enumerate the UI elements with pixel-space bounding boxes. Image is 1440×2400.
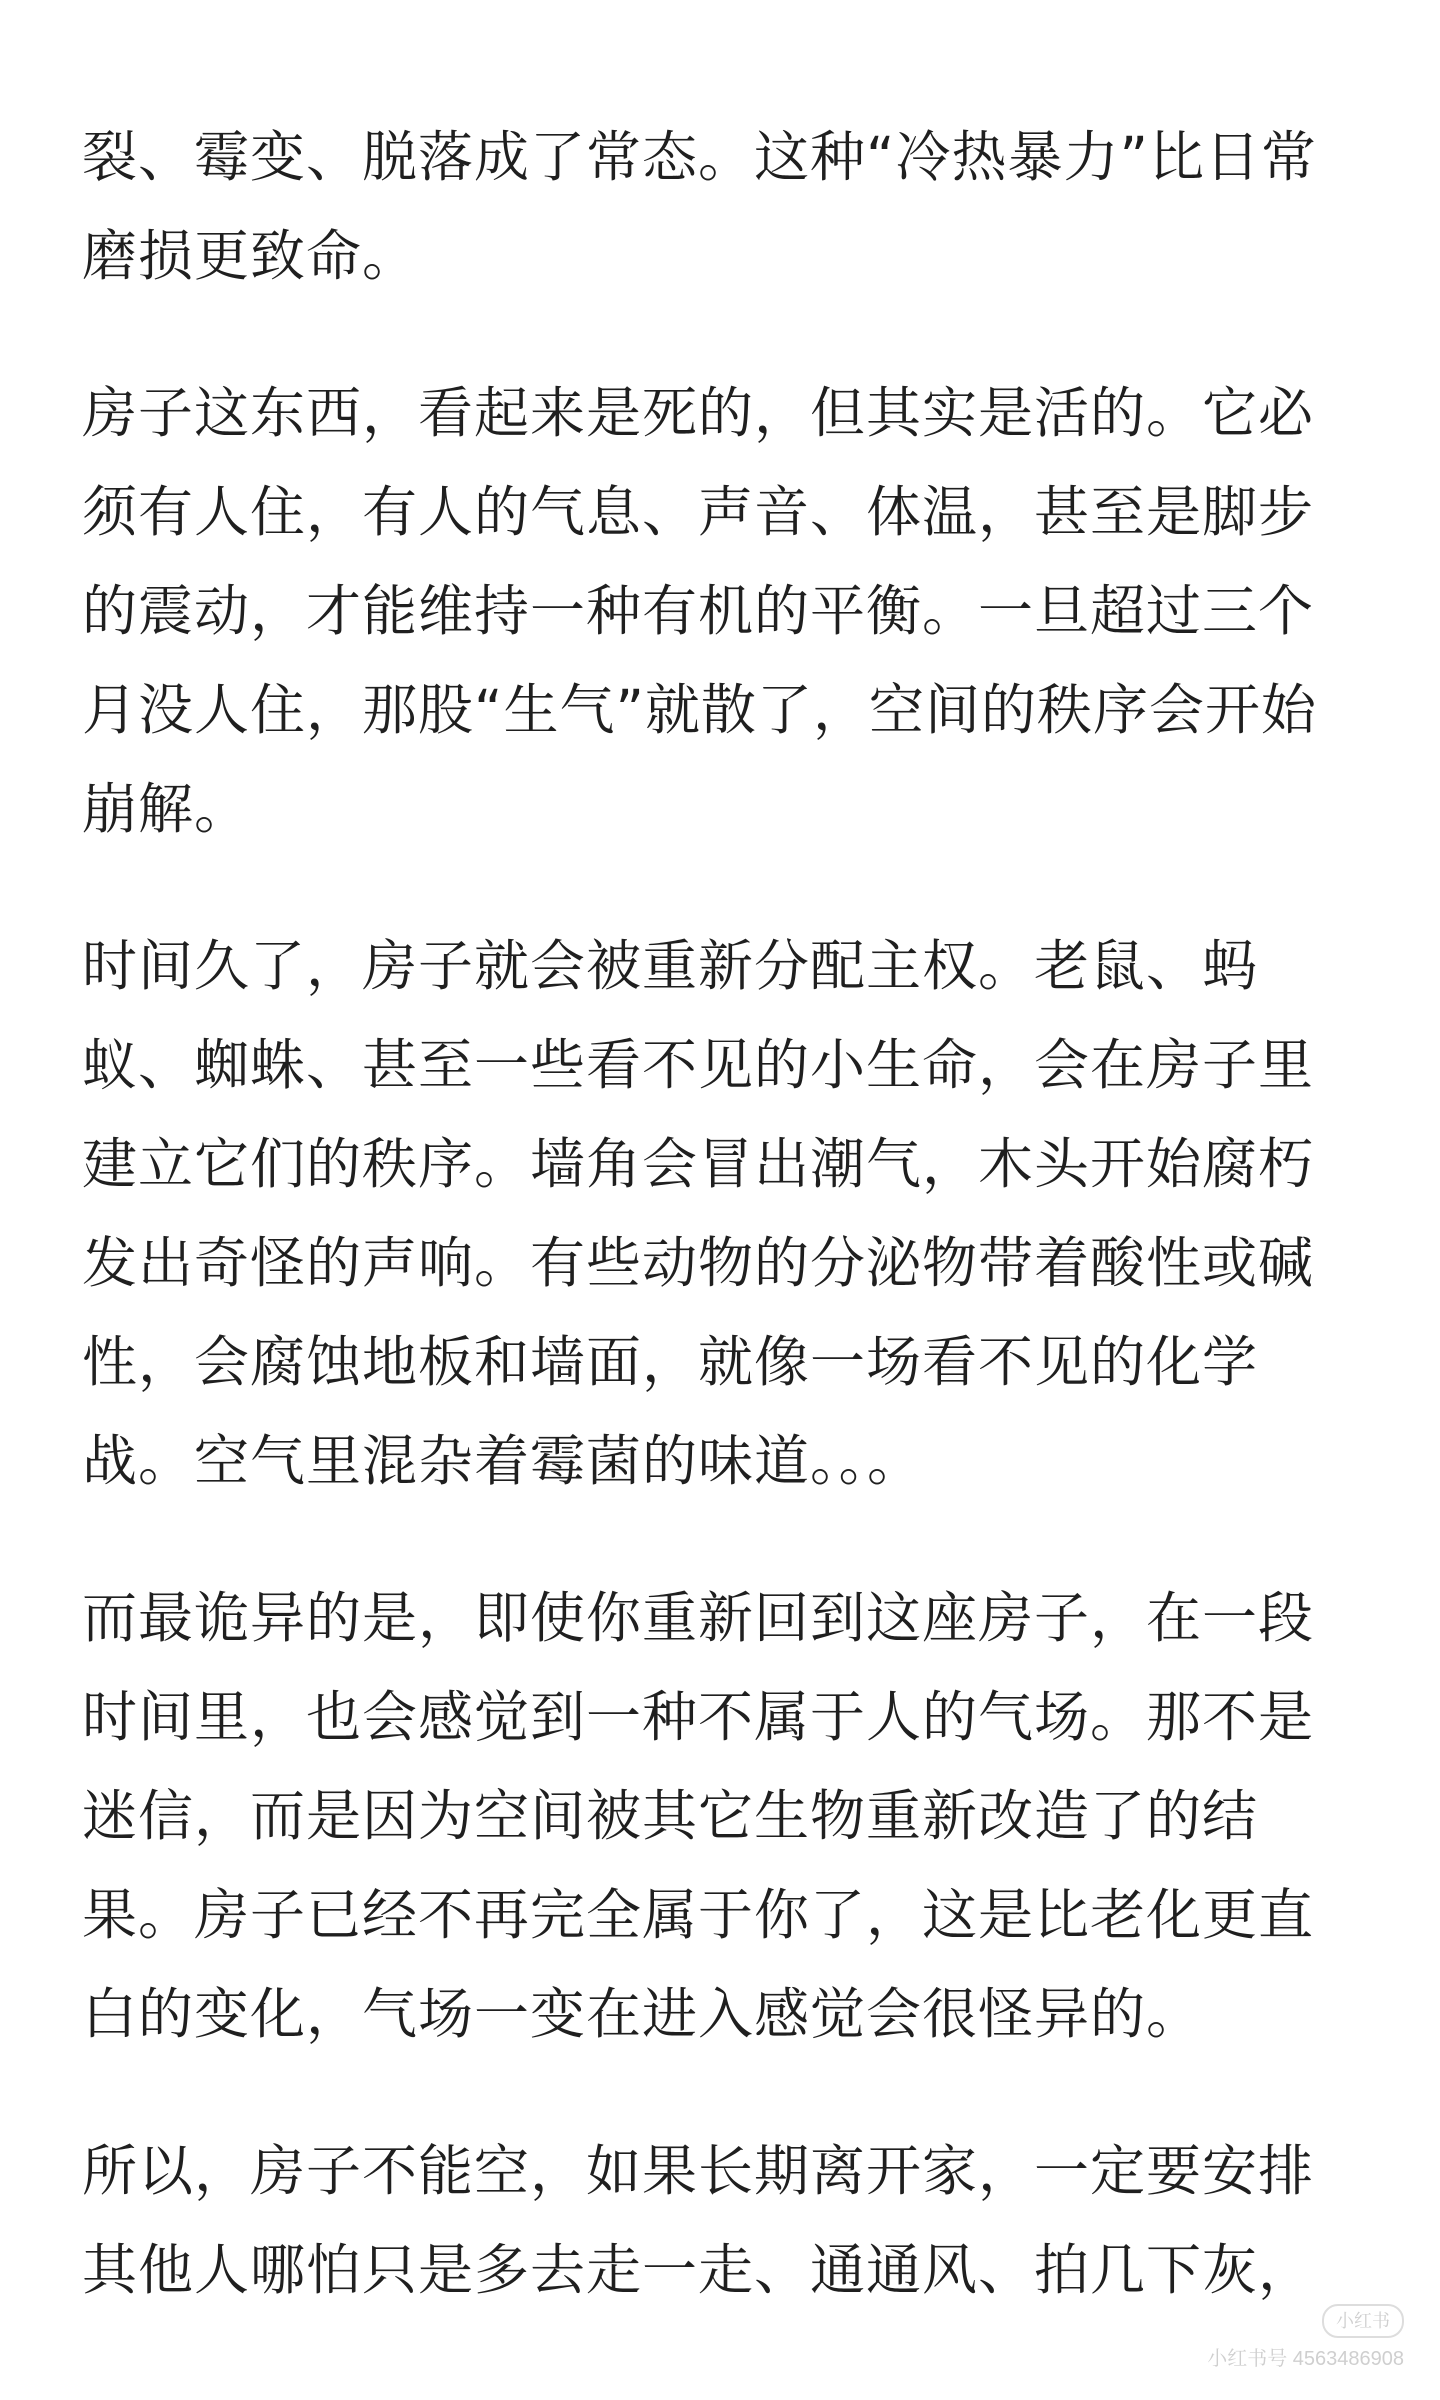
text-line: 的震动，才能维持一种有机的平衡。一旦超过三个 bbox=[82, 579, 1315, 643]
text-line: 建立它们的秩序。墙角会冒出潮气，木头开始腐朽 bbox=[82, 1132, 1315, 1196]
text-line: 发出奇怪的声响。有些动物的分泌物带着酸性或碱 bbox=[82, 1231, 1315, 1295]
paragraph-5 bbox=[82, 2122, 1372, 2320]
text-line: 崩解。 bbox=[82, 777, 251, 841]
text-line: 时间里，也会感觉到一种不属于人的气场。那不是 bbox=[82, 1685, 1315, 1749]
text-line: 白的变化，气场一变在进入感觉会很怪异的。 bbox=[82, 1982, 1203, 2046]
text-line: 须有人住，有人的气息、声音、体温，甚至是脚步 bbox=[82, 480, 1315, 544]
text-line: 战。空气里混杂着霉菌的味道。。。 bbox=[82, 1429, 924, 1493]
text-line: 其他人哪怕只是多去走一走、通通风、拍几下灰， bbox=[82, 2238, 1315, 2302]
watermark-id: 小红书号 4563486908 bbox=[1207, 2348, 1404, 2370]
text-line: 迷信，而是因为空间被其它生物重新改造了的结 bbox=[82, 1784, 1259, 1848]
text-line: 房子这东西，看起来是死的，但其实是活的。它必 bbox=[82, 381, 1315, 445]
text-line: 月没人住，那股“生气”就散了，空间的秩序会开始 bbox=[82, 678, 1317, 742]
article-body bbox=[82, 108, 1372, 2378]
watermark bbox=[1207, 2304, 1404, 2372]
paragraph-1 bbox=[82, 108, 1372, 306]
text-line: 时间久了，房子就会被重新分配主权。老鼠、蚂 bbox=[82, 934, 1259, 998]
paragraph-3 bbox=[82, 917, 1372, 1511]
text-line: 磨损更致命。 bbox=[82, 224, 419, 288]
text-line: 性，会腐蚀地板和墙面，就像一场看不见的化学 bbox=[82, 1330, 1259, 1394]
text-line: 所以，房子不能空，如果长期离开家，一定要安排 bbox=[82, 2139, 1315, 2203]
paragraph-2 bbox=[82, 364, 1372, 859]
text-line: 果。房子已经不再完全属于你了，这是比老化更直 bbox=[82, 1883, 1315, 1947]
text-line: 蚁、蜘蛛、甚至一些看不见的小生命，会在房子里 bbox=[82, 1033, 1315, 1097]
text-line: 而最诡异的是，即使你重新回到这座房子，在一段 bbox=[82, 1586, 1315, 1650]
paragraph-4 bbox=[82, 1569, 1372, 2064]
text-line: 裂、霉变、脱落成了常态。这种“冷热暴力”比日常 bbox=[82, 125, 1317, 189]
watermark-logo: 小红书 bbox=[1322, 2304, 1404, 2338]
